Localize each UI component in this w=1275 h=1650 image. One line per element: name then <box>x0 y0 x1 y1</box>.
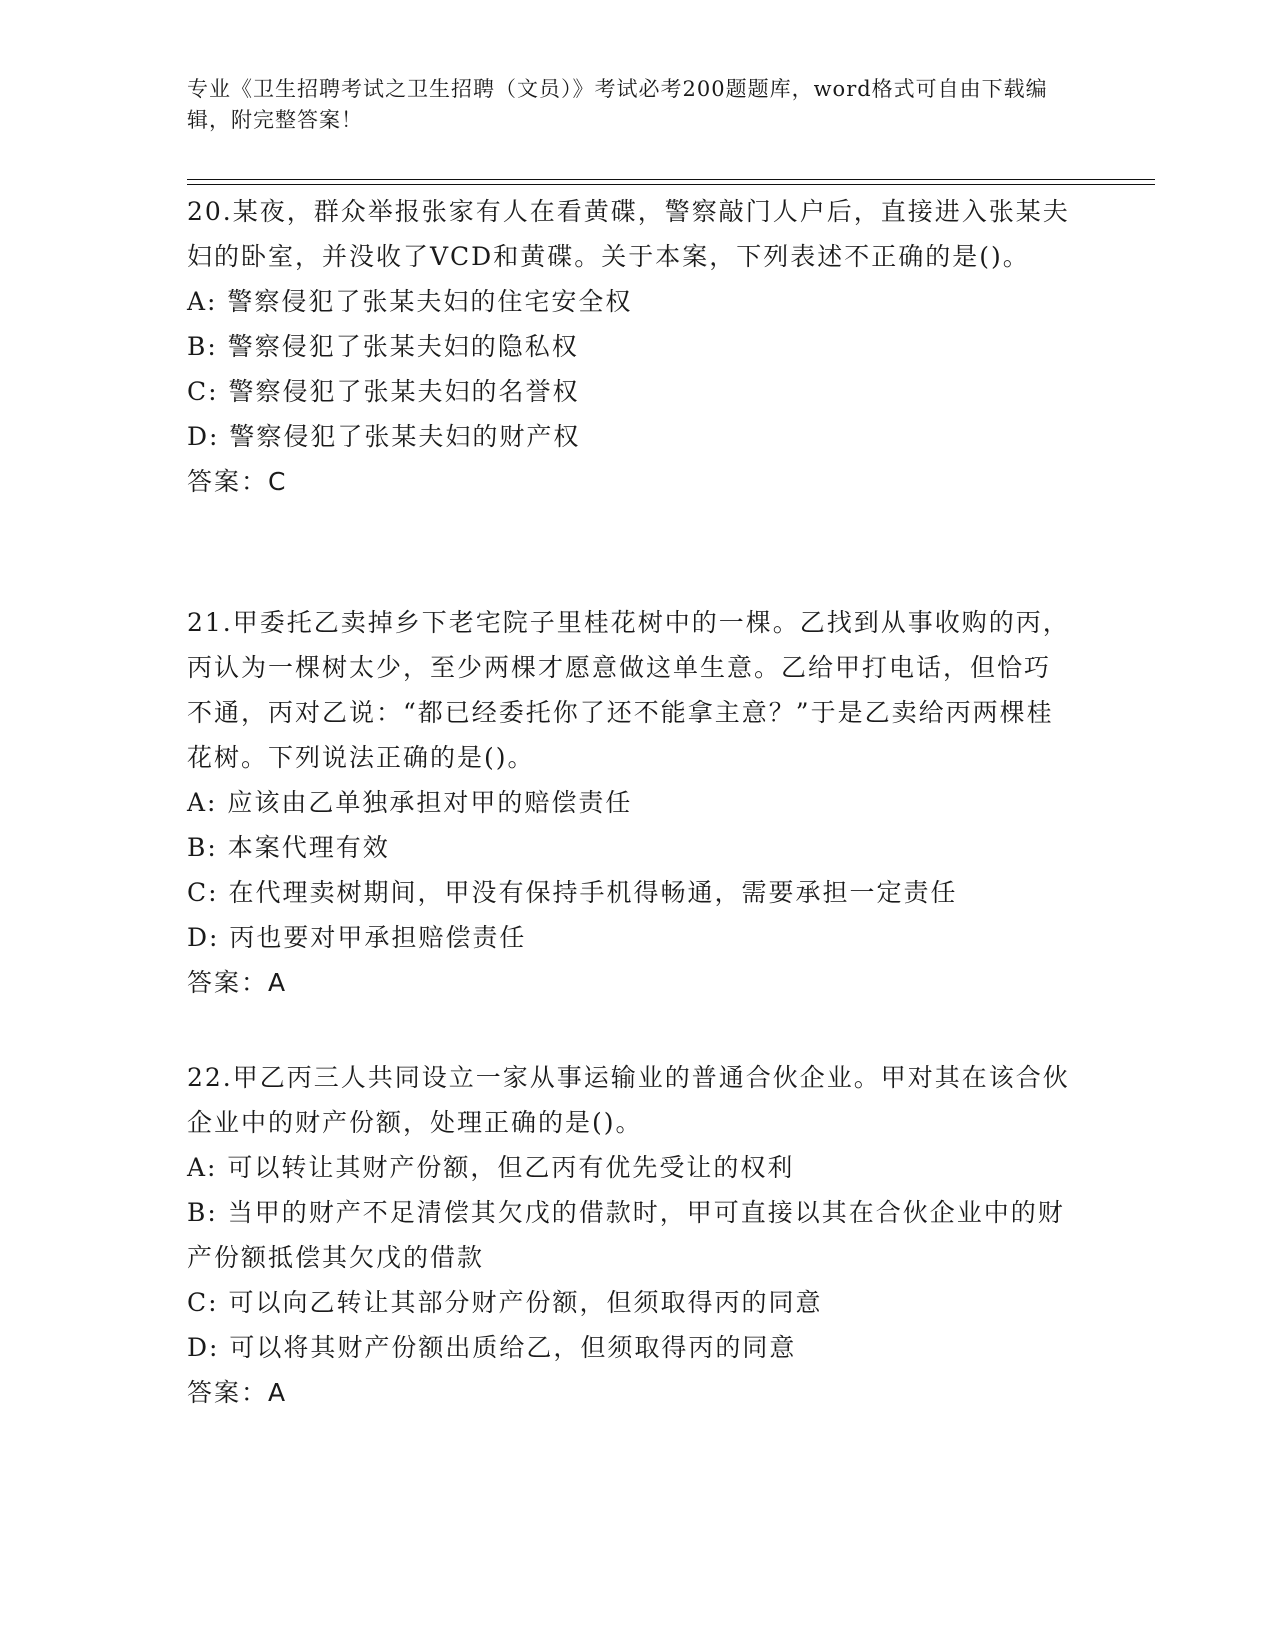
header-divider-bottom <box>187 184 1155 185</box>
option-b: B: 当甲的财产不足清偿其欠戊的借款时，甲可直接以其在合伙企业中的财产份额抵偿其欠戊的借款 <box>187 1198 1065 1272</box>
option-c: C: 可以向乙转让其部分财产份额，但须取得丙的同意 <box>187 1288 823 1317</box>
document-header: 专业《卫生招聘考试之卫生招聘（文员）》考试必考200题题库，word格式可自由下载编辑，附完整答案！ <box>187 77 1048 132</box>
option-c: C: 警察侵犯了张某夫妇的名誉权 <box>187 377 580 406</box>
question-stem: 22.甲乙丙三人共同设立一家从事运输业的普通合伙企业。甲对其在该合伙企业中的财产份额，处理正确的是()。 <box>187 1063 1070 1137</box>
header-divider-top <box>187 179 1155 180</box>
question-stem: 21.甲委托乙卖掉乡下老宅院子里桂花树中的一棵。乙找到从事收购的丙，丙认为一棵树太少，至少两棵才愿意做这单生意。乙给甲打电话，但恰巧不通，丙对乙说：“都已经委托你了还不能拿主意？”于是乙卖给丙两棵桂花树。下列说法正确的是()。 <box>187 608 1070 772</box>
option-b: B: 警察侵犯了张某夫妇的隐私权 <box>187 332 579 361</box>
option-d: D: 丙也要对甲承担赔偿责任 <box>187 923 527 952</box>
question-22 <box>187 1055 1077 1415</box>
answer: 答案：A <box>187 1378 288 1407</box>
option-a: A: 应该由乙单独承担对甲的赔偿责任 <box>187 788 633 817</box>
option-c: C: 在代理卖树期间，甲没有保持手机得畅通，需要承担一定责任 <box>187 878 958 907</box>
answer: 答案：A <box>187 968 288 997</box>
question-21 <box>187 600 1077 1005</box>
option-d: D: 可以将其财产份额出质给乙，但须取得丙的同意 <box>187 1333 797 1362</box>
option-d: D: 警察侵犯了张某夫妇的财产权 <box>187 422 581 451</box>
question-20 <box>187 189 1077 504</box>
option-b: B: 本案代理有效 <box>187 833 390 862</box>
question-stem: 20.某夜，群众举报张家有人在看黄碟，警察敲门人户后，直接进入张某夫妇的卧室，并没收了VCD和黄碟。关于本案，下列表述不正确的是()。 <box>187 197 1070 271</box>
option-a: A: 可以转让其财产份额，但乙丙有优先受让的权利 <box>187 1153 795 1182</box>
answer: 答案：C <box>187 467 288 496</box>
option-a: A: 警察侵犯了张某夫妇的住宅安全权 <box>187 287 633 316</box>
